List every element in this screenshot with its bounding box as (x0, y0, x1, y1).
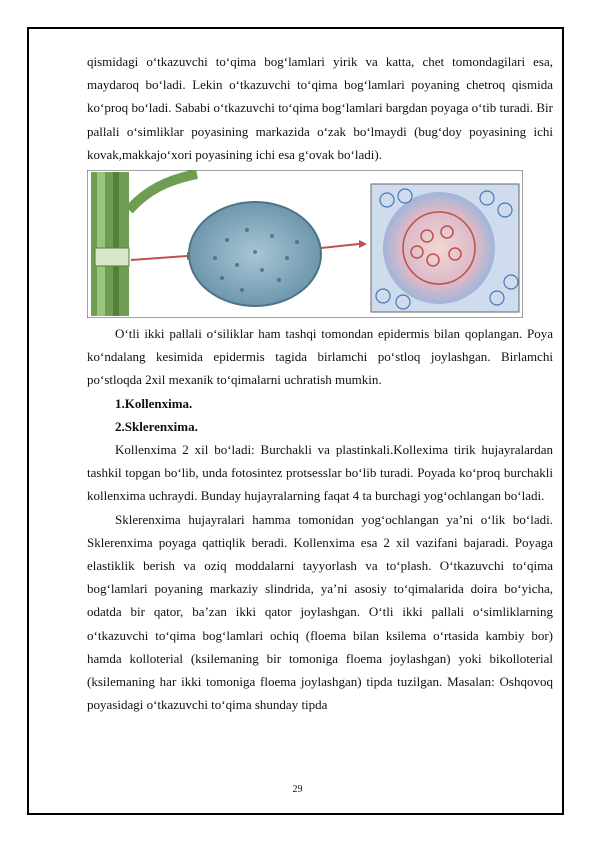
paragraph-1: qismidagi o‘tkazuvchi to‘qima bog‘lamlari yirik va katta, chet tomondagilari esa, maydaroq bo‘ladi. Lekin o‘tkazuvchi to‘qima bog‘lamlari poyaning chetroq qismida ko‘proq bo‘ladi. Sababi o‘tkazuvchi to‘qima bog‘lamlari bargdan poyaga o‘tib turadi. Bir pallali o‘simliklar poyasining markazida o‘zak bo‘lmaydi (bug‘doy poyasining ichi kovak,makkajo‘xori poyasining ichi esa g‘ovak bo‘ladi). (87, 54, 553, 162)
heading-kollenxima: 1.Kollenxima. (115, 395, 193, 411)
page-content (87, 50, 553, 716)
heading-sklerenxima: 2.Sklerenxima. (115, 418, 198, 434)
paragraph-2: O‘tli ikki pallali o‘siliklar ham tashqi tomondan epidermis bilan qoplangan. Poya ko‘ndalang kesimida epidermis tagida birlamchi po‘stloq joylashgan. Birlamchi po‘stloqda 2xil mexanik to‘qimalarni uchratish mumkin. (87, 326, 553, 388)
page-number: 29 (292, 784, 303, 795)
stem-cross-section-figure (87, 170, 523, 318)
paragraph-3: Kollenxima 2 xil bo‘ladi: Burchakli va plastinkali.Kollexima tirik hujayralardan tashkil topgan bo‘lib, unda fotosintez protsesslar bo‘lib turadi. Poyada ko‘proq burchakli kollenxima uchraydi. Bunday hujayralarning faqat 4 ta burchagi yog‘ochlangan bo‘ladi. (87, 442, 553, 504)
figure-illustration (87, 170, 523, 318)
paragraph-4: Sklerenxima hujayralari hamma tomonidan yog‘ochlangan ya’ni o‘lik bo‘ladi. Sklerenxima poyaga qattiqlik beradi. Kollenxima esa 2 xil vazifani bajaradi. Poyaga elastiklik berish va oziq moddalarni tayyorlash va to‘plash. O‘tkazuvchi to‘qima bog‘lamlari poyaning markaziy slindrida, ya’ni asosiy to‘qimalarida doira bo‘yicha, odatda bir qator, ba’zan ikki qator joylashgan. O‘tli ikki pallali o‘simliklarning o‘tkazuvchi to‘qima bog‘lamlari ochiq (floema bilan ksilema o‘rtasida kambiy bor) hamda kolloterial (ksilemaning bir tomoniga floema joylashgan) yoki bikolloterial (ksilemaning har ikki tomoniga floema joylashgan) tipda tuzilgan. Masalan: Oshqovoq poyasidagi o‘tkazuvchi to‘qima shunday tipda (87, 511, 553, 713)
